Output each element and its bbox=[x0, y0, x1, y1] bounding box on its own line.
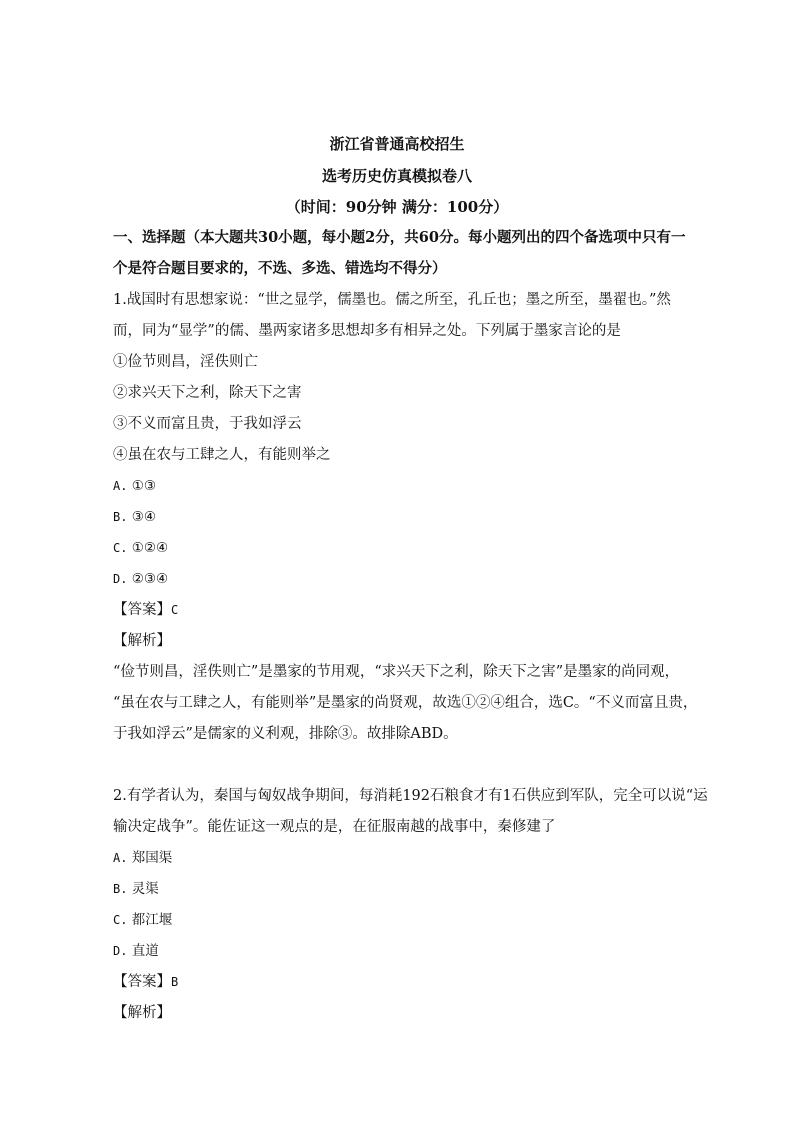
section-heading-line2: 个是符合题目要求的，不选、多选、错选均不得分） bbox=[113, 260, 447, 277]
option-letter: C. bbox=[113, 541, 128, 555]
question-2-option-a bbox=[113, 848, 172, 868]
question-1-analysis-label: 【解析】 bbox=[113, 633, 171, 649]
option-text: ①②④ bbox=[131, 540, 169, 556]
question-1-answer bbox=[113, 600, 178, 620]
answer-value: C bbox=[171, 603, 179, 617]
option-text: ①③ bbox=[131, 478, 156, 494]
question-2-option-d bbox=[113, 941, 159, 961]
question-1-option-a bbox=[113, 476, 156, 496]
option-text: 郑国渠 bbox=[131, 850, 173, 866]
question-2-stem-line1: 2.有学者认为，秦国与匈奴战争期间，每消耗192石粮食才有1石供应到军队，完全可以说“运 bbox=[113, 788, 708, 804]
option-text: 都江堰 bbox=[131, 912, 173, 928]
question-1-analysis-line1: “俭节则昌，淫佚则亡”是墨家的节用观，“求兴天下之利，除天下之害”是墨家的尚同观， bbox=[113, 664, 680, 680]
answer-value: B bbox=[171, 975, 179, 989]
question-2-analysis-label: 【解析】 bbox=[113, 1005, 171, 1021]
question-1-statement-1: ①俭节则昌，淫佚则亡 bbox=[113, 354, 258, 370]
question-1-analysis-line3: 于我如浮云”是儒家的义利观，排除③。故排除ABD。 bbox=[113, 726, 458, 742]
option-letter: B. bbox=[113, 510, 128, 524]
question-1-analysis-line2: “虽在农与工肆之人，有能则举”是墨家的尚贤观，故选①②④组合，选C。“不义而富且贵， bbox=[113, 695, 698, 711]
question-1-statement-3: ③不义而富且贵，于我如浮云 bbox=[113, 416, 302, 432]
exam-time-info: （时间：90分钟 满分：100分） bbox=[285, 198, 509, 216]
section-heading-line1: 一、选择题（本大题共30小题，每小题2分，共60分。每小题列出的四个备选项中只有一 bbox=[113, 229, 686, 246]
question-1-statement-2: ②求兴天下之利，除天下之害 bbox=[113, 385, 302, 401]
option-letter: A. bbox=[113, 851, 128, 865]
question-2-stem-line2: 输决定战争”。能佐证这一观点的是，在征服南越的战事中，秦修建了 bbox=[113, 819, 556, 835]
document-title-line1: 浙江省普通高校招生 bbox=[329, 135, 465, 153]
option-text: ②③④ bbox=[131, 571, 169, 587]
question-2-option-b bbox=[113, 879, 159, 899]
question-2-option-c bbox=[113, 910, 172, 930]
option-text: 灵渠 bbox=[131, 881, 159, 897]
option-text: 直道 bbox=[131, 943, 159, 959]
option-text: ③④ bbox=[131, 509, 156, 525]
option-letter: B. bbox=[113, 882, 128, 896]
document-title-line2: 选考历史仿真模拟卷八 bbox=[321, 167, 472, 185]
option-letter: A. bbox=[113, 479, 128, 493]
question-2-answer bbox=[113, 972, 178, 992]
question-1-stem-line2: 而，同为“显学”的儒、墨两家诸多思想却多有相异之处。下列属于墨家言论的是 bbox=[113, 323, 621, 339]
option-letter: D. bbox=[113, 944, 128, 958]
answer-label: 【答案】 bbox=[113, 602, 171, 618]
question-1-option-d bbox=[113, 569, 168, 589]
answer-label: 【答案】 bbox=[113, 974, 171, 990]
option-letter: C. bbox=[113, 913, 128, 927]
question-1-option-c bbox=[113, 538, 168, 558]
option-letter: D. bbox=[113, 572, 128, 586]
question-1-stem-line1: 1.战国时有思想家说：“世之显学，儒墨也。儒之所至，孔丘也；墨之所至，墨翟也。”然 bbox=[113, 292, 671, 308]
question-1-statement-4: ④虽在农与工肆之人，有能则举之 bbox=[113, 447, 331, 463]
question-1-option-b bbox=[113, 507, 156, 527]
